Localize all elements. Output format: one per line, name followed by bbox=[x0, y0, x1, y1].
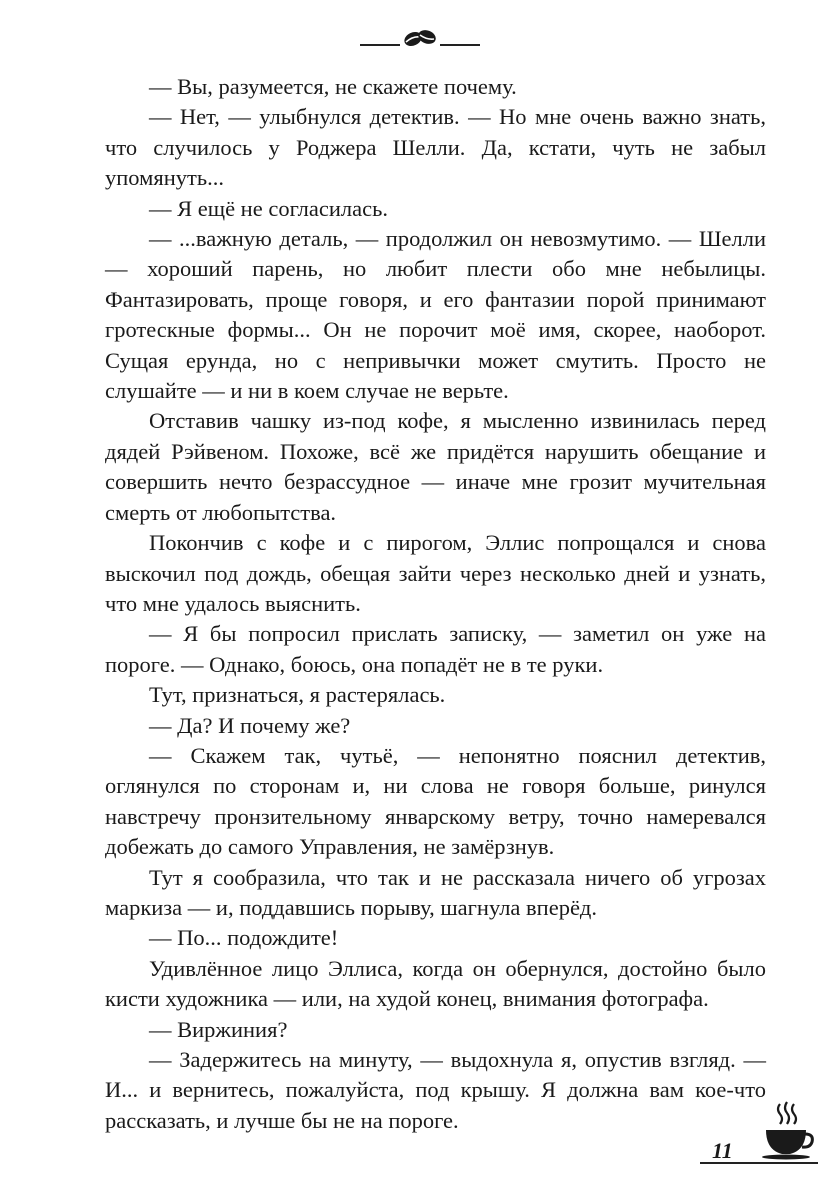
footer-rule bbox=[700, 1162, 818, 1164]
paragraph: — По... подождите! bbox=[149, 925, 339, 951]
paragraph: — Нет, — улыбнулся детектив. — Но мне очень важно знать, что случилось у Роджера Шелли. Да, кстати, чуть не забыл упомянуть... bbox=[105, 104, 766, 191]
paragraph: Отставив чашку из-под кофе, я мысленно извинилась перед дядей Рэйвеном. Похоже, всё же придётся нарушить обещание и совершить нечто безрассудное — иначе мне грозит мучительная смерть от любопытства. bbox=[105, 408, 766, 525]
paragraph: Тут, признаться, я растерялась. bbox=[149, 682, 446, 708]
paragraph: — Да? И почему же? bbox=[149, 712, 351, 738]
header-ornament bbox=[0, 26, 839, 50]
paragraph: — Скажем так, чутьё, — непонятно пояснил детектив, оглянулся по сторонам и, ни слова не говоря больше, ринулся навстречу пронзительному январскому ветру, точно намеревался добежать до самого Управления, не замёрзнув. bbox=[105, 742, 766, 860]
paragraph: — Я ещё не согласилась. bbox=[149, 195, 388, 221]
ornament-rule-left bbox=[360, 44, 400, 46]
paragraph: — ...важную деталь, — продолжил он невозмутимо. — Шелли — хороший парень, но любит плести обо мне небылицы. Фантазировать, проще говоря, и его фантазии порой принимают гротескные формы... Он не порочит моё имя, скорее, наоборот. Сущая ерунда, но с непривычки может смутить. Просто не слушайте — и ни в коем случае не верьте. bbox=[105, 226, 766, 404]
paragraph: Удивлённое лицо Эллиса, когда он обернулся, достойно было кисти художника — или, на худой конец, внимания фотографа. bbox=[105, 955, 766, 1012]
ornament-rule-right bbox=[440, 44, 480, 46]
paragraph: — Задержитесь на минуту, — выдохнула я, опустив взгляд. — И... и вернитесь, пожалуйста, под крышу. Я должна вам кое-что рассказать, и лучше бы не на пороге. bbox=[105, 1047, 766, 1133]
coffee-bean-icon bbox=[403, 26, 437, 50]
coffee-cup-icon bbox=[760, 1100, 816, 1160]
paragraph: — Вы, разумеется, не скажете почему. bbox=[149, 74, 517, 99]
page-footer bbox=[700, 1100, 820, 1170]
paragraph: — Я бы попросил прислать записку, — заметил он уже на пороге. — Однако, боюсь, она попадёт не в те руки. bbox=[105, 621, 766, 677]
paragraph: — Виржиния? bbox=[149, 1016, 288, 1042]
page-number: 11 bbox=[712, 1138, 733, 1163]
paragraph: Покончив с кофе и с пирогом, Эллис попрощался и снова выскочил под дождь, обещая зайти через несколько дней и узнать, что мне удалось выяснить. bbox=[105, 530, 766, 616]
body-text bbox=[105, 72, 766, 1136]
paragraph: Тут я сообразила, что так и не рассказала ничего об угрозах маркиза — и, поддавшись порыву, шагнула вперёд. bbox=[105, 864, 766, 920]
